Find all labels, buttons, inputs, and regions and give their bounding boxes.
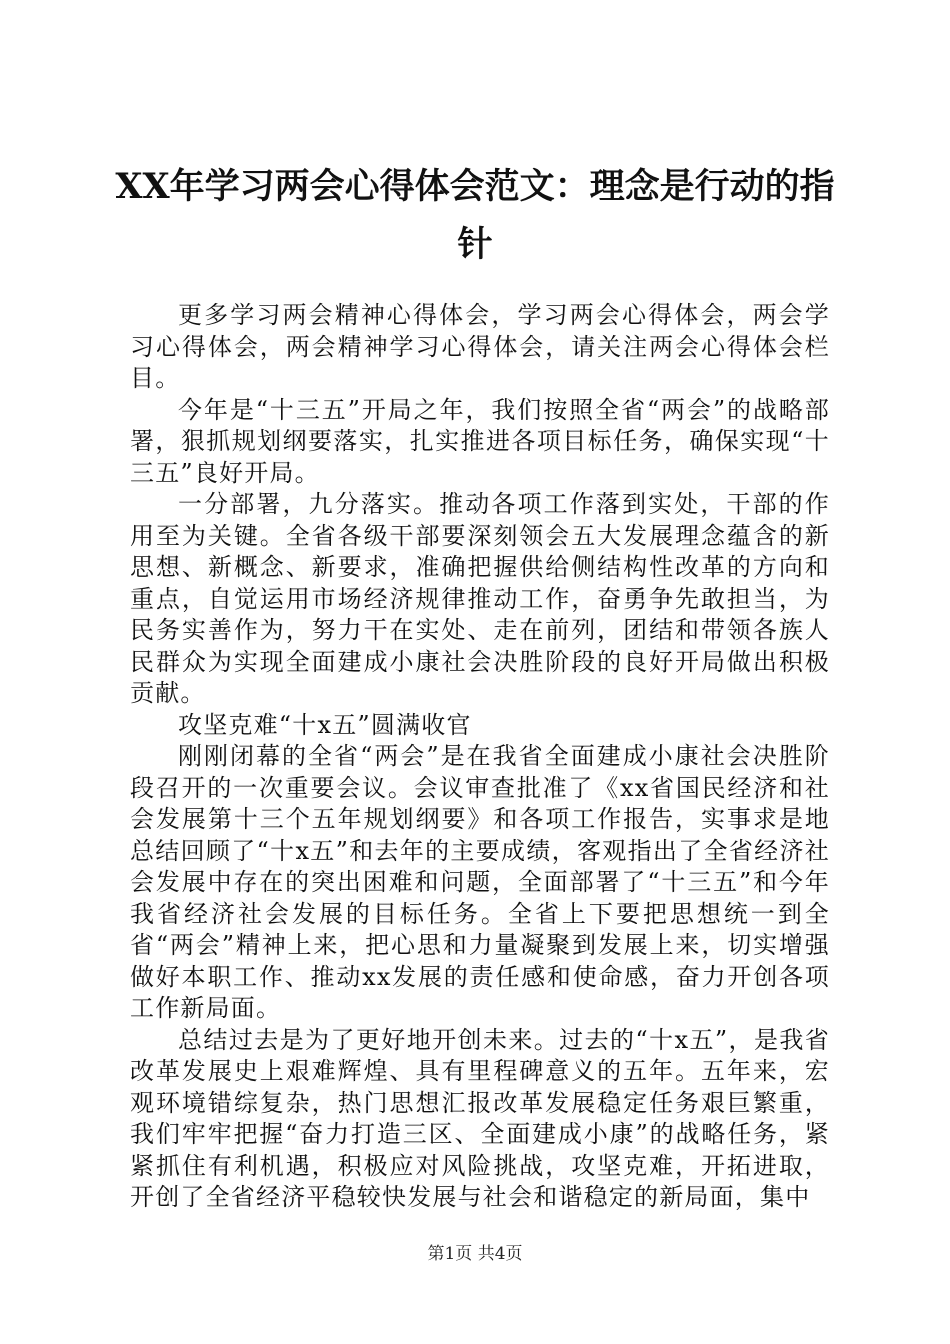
paragraph: 刚刚闭幕的全省“两会”是在我省全面建成小康社会决胜阶段召开的一次重要会议。会议审查批准了《xx省国民经济和社会发展第十三个五年规划纲要》和各项工作报告，实事求是地总结回顾了“十x五”和去年的主要成绩，客观指出了全省经济社会发展中存在的突出困难和问题，全面部署了“十三五”和今年我省经济社会发展的目标任务。全省上下要把思想统一到全省“两会”精神上来，把心思和力量凝聚到发展上来，切实增强做好本职工作、推动xx发展的责任感和使命感，奋力开创各项工作新局面。	[130, 742, 830, 1022]
document-title: XX年学习两会心得体会范文：理念是行动的指针	[115, 166, 835, 265]
paragraph: 更多学习两会精神心得体会，学习两会心得体会，两会学习心得体会，两会精神学习心得体会，请关注两会心得体会栏目。	[130, 301, 830, 392]
page-number-footer: 第1页 共4页	[427, 1244, 523, 1264]
section-heading: 攻坚克难“十x五”圆满收官	[178, 710, 472, 739]
paragraph: 总结过去是为了更好地开创未来。过去的“十x五”，是我省改革发展史上艰难辉煌、具有里程碑意义的五年。五年来，宏观环境错综复杂，热门思想汇报改革发展稳定任务艰巨繁重，我们牢牢把握“奋力打造三区、全面建成小康”的战略任务，紧紧抓住有利机遇，积极应对风险挑战，攻坚克难，开拓进取，开创了全省经济平稳较快发展与社会和谐稳定的新局面，集中	[130, 1025, 830, 1211]
paragraph: 今年是“十三五”开局之年，我们按照全省“两会”的战略部署，狠抓规划纲要落实，扎实推进各项目标任务，确保实现“十三五”良好开局。	[130, 395, 830, 487]
document-body	[130, 300, 830, 1214]
paragraph: 一分部署，九分落实。推动各项工作落到实处，干部的作用至为关键。全省各级干部要深刻领会五大发展理念蕴含的新思想、新概念、新要求，准确把握供给侧结构性改革的方向和重点，自觉运用市场经济规律推动工作，奋勇争先敢担当，为民务实善作为，努力干在实处、走在前列，团结和带领各族人民群众为实现全面建成小康社会决胜阶段的良好开局做出积极贡献。	[130, 490, 830, 707]
